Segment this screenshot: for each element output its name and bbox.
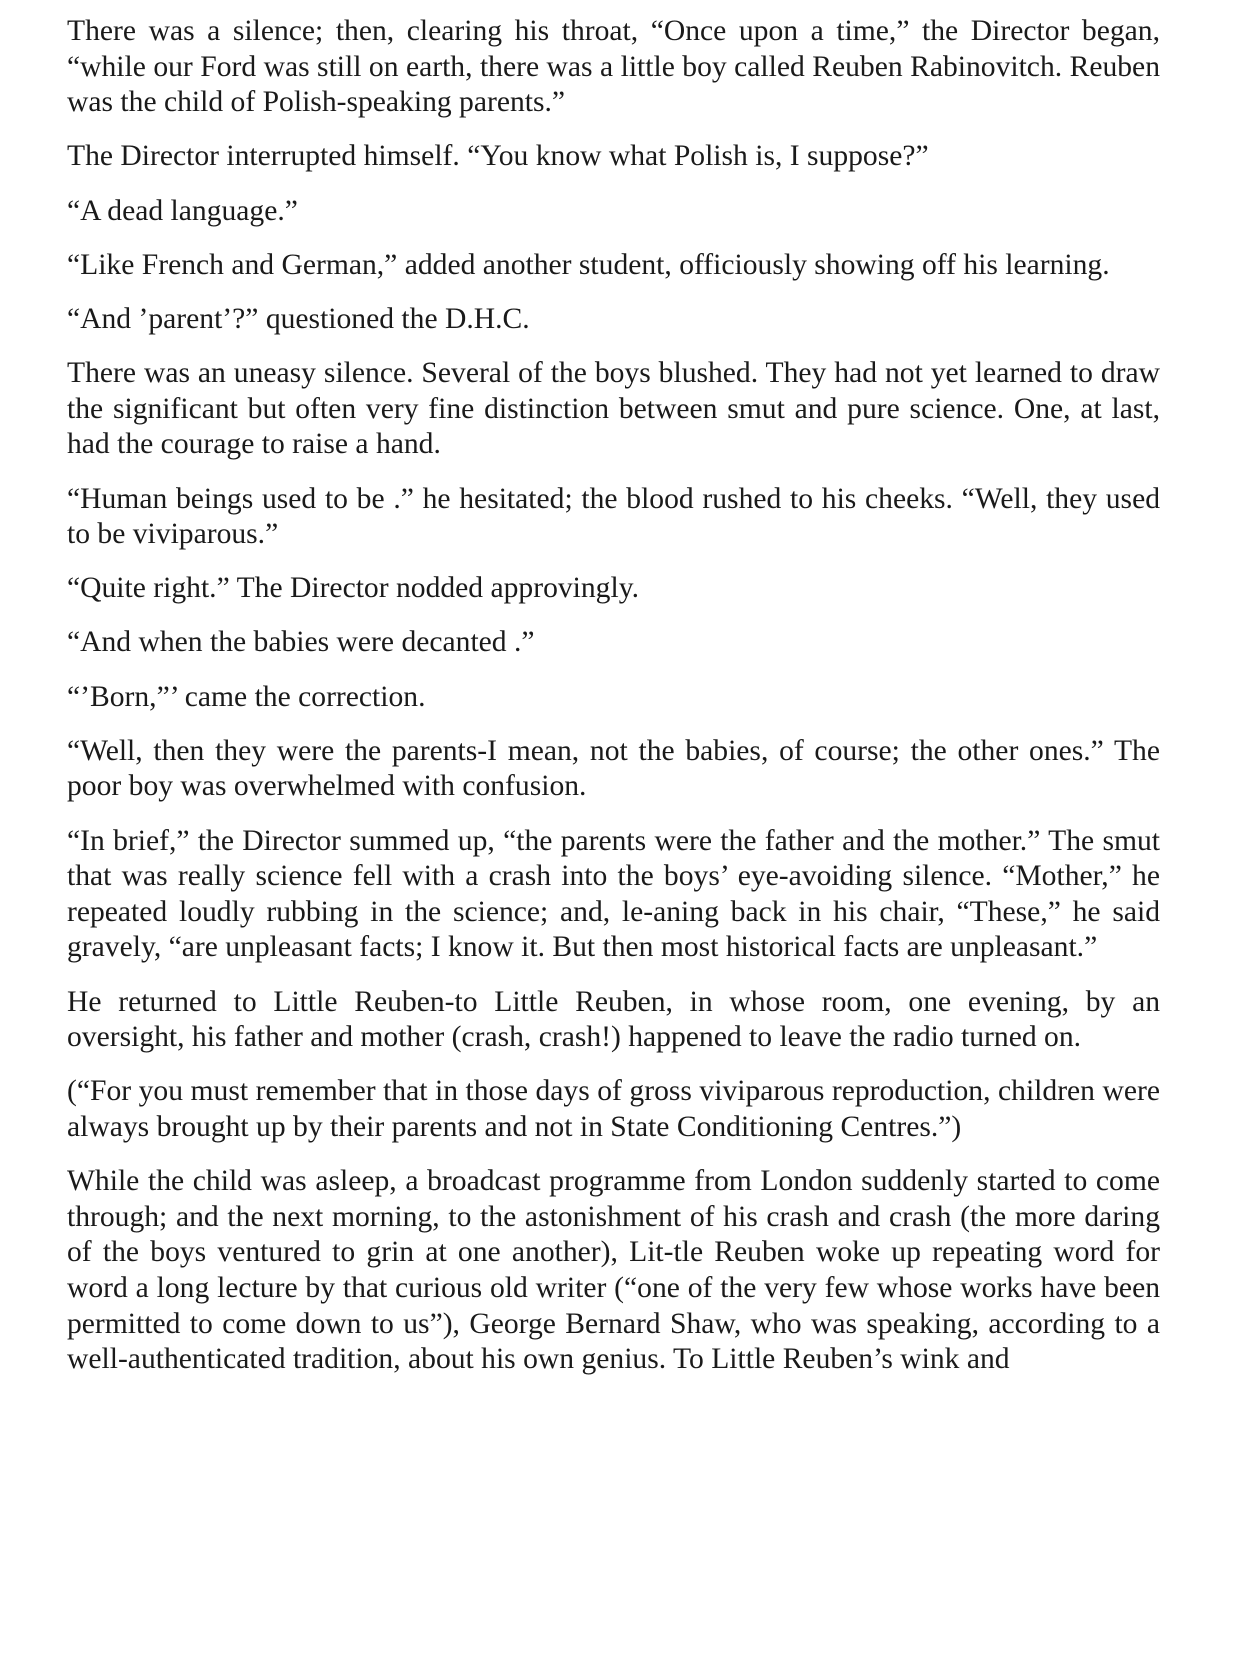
paragraph-parents-confusion: “Well, then they were the parents-I mean, not the babies, of course; the other ones.” The poor boy was overwhelmed with confusion. [67,734,1160,803]
book-page [67,14,1160,1396]
paragraph-radio-turned-on: He returned to Little Reuben-to Little Reuben, in whose room, one evening, by an oversight, his father and mother (crash, crash!) happened to leave the radio turned on. [67,985,1160,1054]
paragraph-broadcast-programme: While the child was asleep, a broadcast programme from London suddenly started to come through; and the next morning, to the astonishment of his crash and crash (the more daring of the boys ventured to grin at one another), Lit-tle Reuben woke up repeating word for word a long lecture by that curious old writer (“one of the very few whose works have been permitted to come down to us”), George Bernard Shaw, who was speaking, according to a well-authenticated tradition, about his own genius. To Little Reuben’s wink and [67,1165,1160,1376]
paragraph-state-conditioning: (“For you must remember that in those days of gross viviparous reproduction, children were always brought up by their parents and not in State Conditioning Centres.”) [67,1075,1160,1143]
paragraph-once-upon-a-time: There was a silence; then, clearing his throat, “Once upon a time,” the Director began, “while our Ford was still on earth, there was a little boy called Reuben Rabinovitch. Reuben was the child of Polish-speaking parents.” [67,15,1160,119]
paragraph-uneasy-silence: There was an uneasy silence. Several of the boys blushed. They had not yet learned to draw the significant but often very fine distinction between smut and pure science. One, at last, had the courage to raise a hand. [67,357,1160,461]
paragraph-dead-language: “A dead language.” [67,194,298,227]
paragraph-polish-question: The Director interrupted himself. “You know what Polish is, I suppose?” [67,140,929,173]
paragraph-parent-question: “And ’parent’?” questioned the D.H.C. [67,302,530,335]
paragraph-quite-right: “Quite right.” The Director nodded approvingly. [67,572,639,605]
paragraph-in-brief: “In brief,” the Director summed up, “the parents were the father and the mother.” The smut that was really science fell with a crash into the boys’ eye-avoiding silence. “Mother,” he repeated loudly rubbing in the science; and, le-aning back in his chair, “These,” he said gravely, “are unpleasant facts; I know it. But then most historical facts are unpleasant.” [67,824,1160,964]
paragraph-french-german: “Like French and German,” added another student, officiously showing off his learning. [67,248,1110,281]
paragraph-decanted: “And when the babies were decanted .” [67,626,535,659]
paragraph-viviparous: “Human beings used to be .” he hesitated; the blood rushed to his cheeks. “Well, they used to be viviparous.” [67,482,1160,551]
paragraph-born-correction: “’Born,”’ came the correction. [67,680,426,713]
